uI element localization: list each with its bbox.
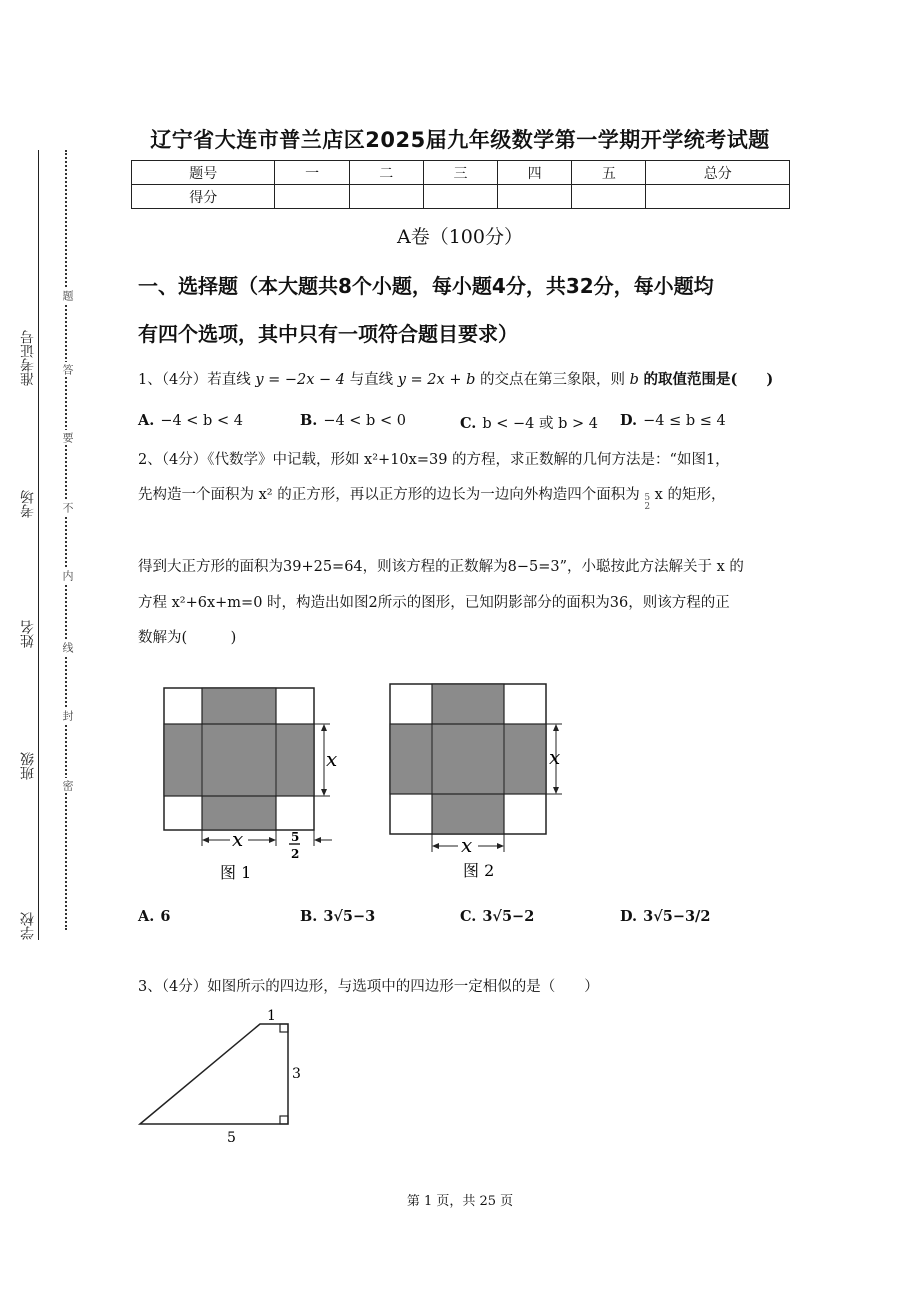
option-key: A. (138, 412, 155, 429)
score-input-cell[interactable] (498, 185, 572, 209)
q1-mid: 与直线 (349, 372, 394, 388)
option-text: 3√5−2 (482, 908, 535, 925)
q2-option-a[interactable] (138, 908, 170, 925)
q1-tail: 的交点在第三象限，则 (479, 372, 625, 388)
score-header-cell: 二 (349, 161, 423, 185)
option-text: −4 ≤ b ≤ 4 (643, 413, 726, 429)
q3-trapezoid-figure (130, 1004, 310, 1150)
seal-char: 线 (61, 642, 74, 653)
seal-char: 不 (61, 502, 74, 513)
q3-label-top: 1 (267, 1008, 276, 1024)
score-header-cell: 总分 (646, 161, 790, 185)
option-text: 6 (160, 908, 171, 925)
seal-char: 答 (61, 364, 74, 375)
q2-line4: 方程 x²+6x+m=0 时，构造出如图2所示的图形，已知阴影部分的面积为36，则该方程的正 (138, 595, 730, 611)
option-key: B. (300, 412, 318, 429)
fig2-x-horizontal: x (461, 833, 473, 857)
q2-line2 (138, 485, 798, 512)
q3-label-right: 3 (292, 1066, 301, 1082)
seal-char: 要 (61, 432, 74, 443)
score-header-cell: 四 (498, 161, 572, 185)
score-input-cell[interactable] (349, 185, 423, 209)
margin-field-exam-room: 考场 (20, 490, 36, 518)
seal-char: 密 (61, 780, 74, 791)
q2-inline-fraction (644, 494, 650, 512)
score-header-cell: 一 (275, 161, 349, 185)
score-table (131, 160, 790, 209)
figure-2-caption: 图 2 (463, 861, 495, 880)
section-heading-line1: 一、选择题（本大题共8个小题，每小题4分，共32分，每小题均 (138, 274, 714, 298)
q1-option-d[interactable] (620, 412, 726, 429)
fig1-frac-num: 5 (291, 830, 300, 844)
q1-var: b (629, 372, 639, 388)
q2-option-c[interactable] (460, 908, 534, 925)
option-text: 3√5−3 (323, 908, 376, 925)
page-footer: 第 1 页，共 25 页 (406, 1194, 514, 1209)
q2-option-b[interactable] (300, 908, 375, 925)
option-key: C. (460, 908, 477, 925)
seal-char: 封 (61, 710, 74, 721)
figure-1 (164, 688, 337, 882)
option-key: D. (620, 412, 638, 429)
fig1-x-horizontal: x (232, 827, 244, 851)
seal-char: 题 (61, 290, 74, 301)
question-1 (138, 370, 798, 390)
paper-section-label: A卷（100分） (397, 226, 523, 248)
q2-line2-text: 先构造一个面积为 x² 的正方形，再以正方形的边长为一边向外构造四个面积为 (138, 487, 640, 503)
fig1-frac-den: 2 (291, 847, 300, 861)
section-heading-line2: 有四个选项，其中只有一项符合题目要求） (138, 322, 518, 346)
q1-option-a[interactable] (138, 412, 243, 429)
fraction-denominator: 2 (644, 502, 651, 512)
option-key: D. (620, 908, 638, 925)
q2-line5: 数解为( ) (138, 630, 237, 646)
q2-line2-tail: x 的矩形， (654, 487, 726, 503)
q1-number: 1、（4分）若直线 (138, 372, 251, 388)
q1-equation-2: y = 2x + b (397, 372, 476, 388)
option-key: A. (138, 908, 155, 925)
q2-option-d[interactable] (620, 908, 710, 925)
margin-field-school: 学校 (20, 912, 36, 940)
score-input-cell[interactable] (423, 185, 497, 209)
score-row-label: 得分 (132, 185, 275, 209)
margin-field-name: 姓名 (20, 620, 36, 648)
option-text: 3√5−3/2 (643, 908, 711, 925)
margin-field-exam-number: 准考证号 (20, 330, 36, 386)
score-header-cell: 三 (423, 161, 497, 185)
fig2-x-vertical: x (549, 745, 561, 769)
fraction-numerator: 5 (644, 493, 651, 503)
score-input-cell[interactable] (572, 185, 646, 209)
q1-equation-1: y = −2x − 4 (255, 372, 346, 388)
q1-option-c[interactable] (460, 412, 598, 433)
q2-line1: 2、（4分）《代数学》中记载，形如 x²+10x=39 的方程，求正数解的几何方法是：“如图1， (138, 452, 730, 468)
margin-field-class: 班级 (20, 752, 36, 780)
q2-line3: 得到大正方形的面积为39+25=64，则该方程的正数解为8−5=3”，小聪按此方法解关于 x 的 (138, 559, 744, 575)
score-header-cell: 题号 (132, 161, 275, 185)
q1-end: 的取值范围是( ) (643, 371, 774, 388)
score-input-cell[interactable] (275, 185, 349, 209)
question-3: 3、（4分）如图所示的四边形，与选项中的四边形一定相似的是（ ） (138, 979, 599, 995)
option-text: −4 < b < 4 (160, 413, 243, 429)
q3-label-bottom: 5 (227, 1130, 236, 1146)
seal-char: 内 (61, 570, 74, 581)
option-text: −4 < b < 0 (323, 413, 406, 429)
q1-option-b[interactable] (300, 412, 406, 429)
fig1-x-vertical: x (326, 747, 338, 771)
score-header-cell: 五 (572, 161, 646, 185)
figure-1-caption: 图 1 (220, 863, 252, 882)
score-input-cell[interactable] (646, 185, 790, 209)
margin-solid-line (38, 150, 39, 940)
margin-dotted-line (65, 150, 67, 930)
option-key: B. (300, 908, 318, 925)
option-key: C. (460, 415, 477, 432)
figure-2 (390, 684, 562, 880)
page-title: 辽宁省大连市普兰店区2025届九年级数学第一学期开学统考试题 (150, 128, 770, 152)
q2-figures (150, 680, 570, 895)
option-text: b < −4 或 b > 4 (482, 416, 598, 432)
